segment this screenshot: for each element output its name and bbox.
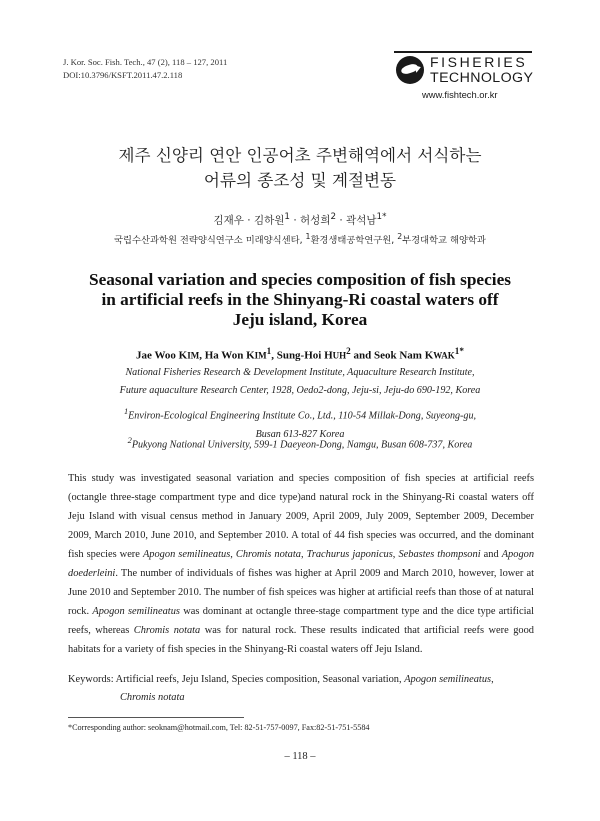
keyword-species: Apogon semilineatus [404, 674, 492, 685]
separator: · [247, 214, 254, 227]
korean-authors [0, 212, 600, 228]
separator: · [293, 214, 301, 227]
abstract-text: was for natural rock. These results indicated that artificial reefs were good habitats for a variety of fish species in the Shinyang-Ri coastal waters off Jeju Island. [68, 625, 534, 656]
abstract [68, 469, 534, 659]
affiliation-line: Future aquaculture Research Center, 1928, Oedo2-dong, Jeju-si, Jeju-do 690-192, Korea [119, 385, 481, 397]
abstract-text: was dominant at octangle three-stage compartment type and the dice type artificial reefs, whereas [68, 606, 534, 637]
abstract-text: . The number of individuals of fishes was higher at April 2009 and March 2010, however, lower at June 2010 and September 2010. The number of fish speices was higher at artificial reefs than those of at natural rock. [68, 568, 534, 618]
species-name: Chromis notata [235, 549, 301, 561]
author-surname-rest: IM [187, 350, 200, 361]
author-surname-cap: K [424, 349, 434, 362]
english-title-line: in artificial reefs in the Shinyang-Ri coastal waters off [101, 290, 499, 309]
affiliation-mark: 2 [397, 232, 403, 241]
affiliation-mark: 1 [123, 407, 129, 416]
author-sep: , [199, 349, 205, 362]
author-surname-cap: H [324, 349, 333, 362]
affiliation-text: Pukyong National University, 599-1 Daeyeon-Dong, Namgu, Busan 608-737, Korea [131, 439, 473, 451]
affiliation-mark: 1 [305, 232, 311, 241]
species-name: Apogon semilineatus [92, 606, 180, 618]
author-given: Ha Won [204, 349, 247, 362]
abstract-text: and [480, 549, 502, 561]
affiliation-text: Environ-Ecological Engineering Institute Co., Ltd., 110-54 Millak-Dong, Suyeong-gu, [128, 410, 477, 422]
author-mark: 1* [454, 346, 464, 356]
korean-affiliations [0, 232, 600, 246]
footnote [68, 723, 370, 732]
author-name: 김하원 [253, 214, 285, 227]
korean-title [0, 143, 600, 193]
author-mark: 1 [266, 346, 272, 356]
author-surname-rest: WAK [433, 350, 455, 361]
journal-citation [63, 56, 227, 82]
keywords-sep: , [491, 674, 494, 685]
doi-line: DOI:10.3796/KSFT.2011.47.2.118 [63, 70, 183, 80]
journal-url: www.fishtech.or.kr [422, 89, 498, 100]
author-mark: 2 [346, 346, 351, 356]
footnote-rule [68, 717, 244, 718]
author-name: 김재우 [213, 214, 244, 227]
author-surname-cap: K [246, 349, 255, 362]
affiliation-text: 부경대학교 해양학과 [402, 235, 486, 247]
separator: · [339, 214, 347, 227]
abstract-text: , [392, 549, 399, 561]
author-given: Jae Woo [136, 349, 179, 362]
affiliation-text: 국립수산과학원 전략양식연구소 미래양식센타, [114, 235, 306, 247]
journal-logo [394, 47, 532, 107]
author-mark: 1 [284, 212, 290, 222]
author-given: Seok Nam [373, 349, 425, 362]
logo-rule [394, 51, 532, 53]
species-name: Apogon doederleini [68, 549, 535, 580]
author-surname-cap: K [178, 349, 188, 362]
author-name: 곽석남 [346, 214, 377, 227]
abstract-text: , [230, 549, 236, 561]
author-surname-rest: UH [332, 350, 347, 361]
author-and: and [350, 349, 374, 362]
species-name: Chromis notata [133, 625, 201, 637]
english-authors [0, 346, 600, 362]
english-title-line: Jeju island, Korea [232, 310, 368, 329]
english-title [0, 270, 600, 330]
affiliation-text: 환경생태공학연구원, [310, 235, 398, 247]
abstract-text: This study was investigated seasonal variation and species composition of fish species at artificial reefs (octangle three-stage compartment type and dice type)and natural rock in the Shinyang-Ri coastal waters off Jeju Island with visual census method in January 2009, April 2009, July 2009, September 2009, December 2009, March 2010, June 2010, and September 2010. A total of 44 fish species was occurred, and the dominant fish species were [68, 473, 534, 561]
logo-word-technology: TECHNOLOGY [430, 70, 534, 86]
affiliation-line: Busan 613-827 Korea [255, 428, 345, 440]
affiliation-line [0, 403, 600, 426]
affiliation-line: National Fisheries Research & Development Institute, Aquaculture Research Institute, [125, 367, 475, 378]
keywords-label: Keywords: [68, 674, 116, 685]
species-name: Apogon semilineatus [142, 549, 231, 561]
author-name: 허성희 [300, 214, 331, 227]
korean-title-line: 어류의 종조성 및 계절변동 [203, 171, 397, 190]
keywords-line [68, 689, 534, 707]
affiliation-1 [0, 364, 600, 401]
keywords-text: Artificial reefs, Jeju Island, Species composition, Seasonal variation, [115, 674, 405, 685]
abstract-text: , [300, 549, 307, 561]
footnote-text: Corresponding author: seoknam@hotmail.com, Tel: 82-51-757-0097, Fax:82-51-751-5584 [72, 723, 370, 732]
keywords-line [68, 671, 534, 689]
page-number: – 118 – [284, 751, 316, 762]
fish-emblem-icon [396, 56, 424, 84]
affiliation-mark: 2 [127, 436, 132, 445]
species-name: Trachurus japonicus [306, 549, 393, 561]
affiliation-3 [0, 432, 600, 455]
author-sep: , [271, 349, 277, 362]
species-name: Sebastes thompsoni [398, 549, 481, 561]
footnote-star: * [68, 723, 73, 732]
author-given: Sung-Hoi [276, 349, 325, 362]
english-title-line: Seasonal variation and species composition of fish species [89, 270, 511, 289]
logo-word-fisheries: FISHERIES [430, 54, 528, 70]
keywords [68, 671, 534, 707]
author-mark: 1* [376, 212, 387, 222]
author-mark: 2 [330, 212, 337, 222]
keyword-species: Chromis notata [120, 692, 185, 703]
korean-title-line: 제주 신양리 연안 인공어초 주변해역에서 서식하는 [118, 146, 482, 165]
author-surname-rest: IM [254, 350, 267, 361]
citation-line: J. Kor. Soc. Fish. Tech., 47 (2), 118 – 127, 2011 [63, 57, 228, 67]
affiliation-line [0, 432, 600, 455]
